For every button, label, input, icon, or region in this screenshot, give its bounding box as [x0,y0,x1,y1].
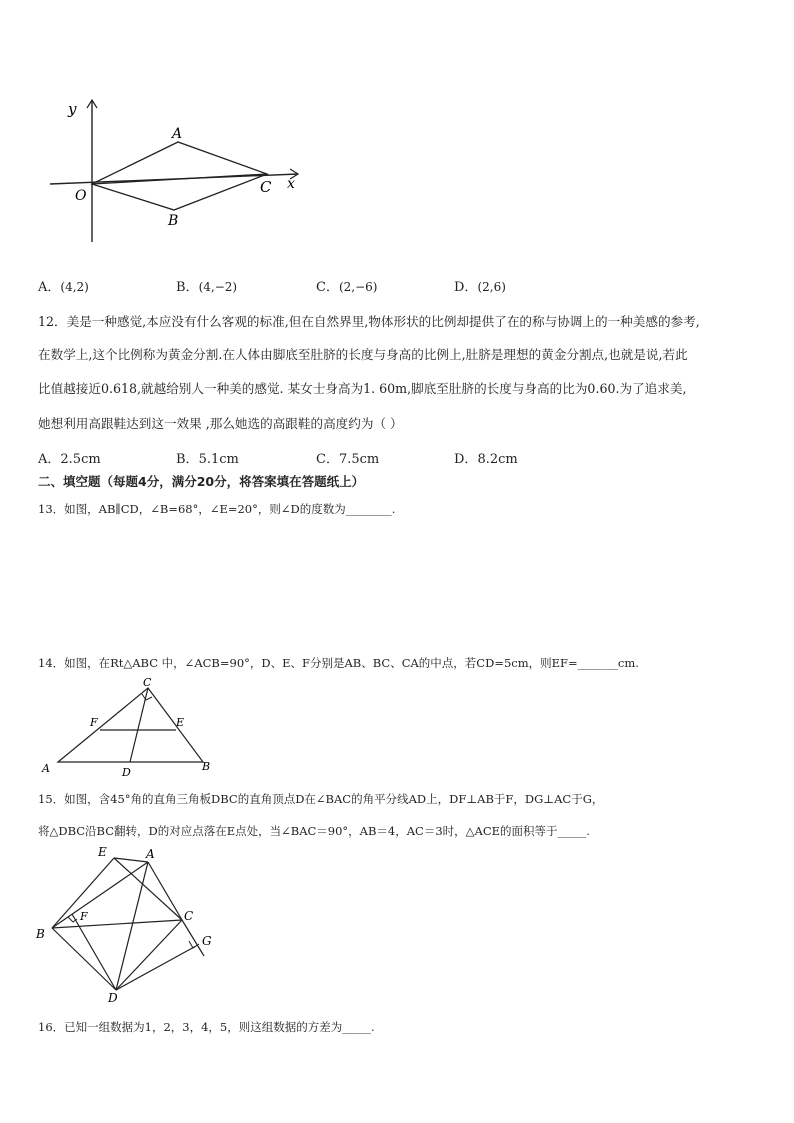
label-A: A [42,762,50,775]
q14-figure [38,678,218,778]
label-C: C [143,678,152,689]
q13-text: 13．如图，AB∥CD，∠B=68°，∠E=20°，则∠D的度数为________. [38,502,396,516]
label-G: G [202,934,212,948]
q15-figure [34,842,224,1007]
label-x: x [287,176,295,192]
label-D: D [108,991,118,1005]
q12-option-d: D．8.2cm [454,452,518,467]
label-O: O [75,188,87,204]
segment-BD [52,928,116,990]
q16-text: 16．已知一组数据为1，2，3，4，5，则这组数据的方差为_____. [38,1020,375,1034]
label-B: B [202,760,211,773]
extension-AG [182,920,204,956]
segment-CD [116,920,182,990]
q11-figure [40,92,310,247]
q15-line-2: 将△DBC沿BC翻转，D的对应点落在E点处，当∠BAC＝90°，AB＝4，AC＝3时，△ACE的面积等于_____. [38,824,590,838]
label-B: B [168,213,179,229]
q14-text: 14．如图，在Rt△ABC 中，∠ACB=90°，D、E、F分别是AB、BC、CA的中点，若CD=5cm，则EF=_______cm. [38,656,639,670]
label-C: C [260,178,272,196]
section-title: 二、填空题（每题4分，满分20分，将答案填在答题纸上） [38,474,365,489]
right-angle-mark-G [189,941,199,948]
label-F: F [90,716,98,729]
q12-option-b: B．5.1cm [176,452,239,467]
label-E: E [98,845,107,859]
label-C: C [184,909,194,923]
q12-line-2: 在数学上,这个比例称为黄金分割.在人体由脚底至肚脐的长度与身高的比例上,肚脐是理想的黄金分割点,也就是说,若此 [38,347,688,362]
label-A: A [146,847,155,861]
segment-AC [148,862,182,920]
q15-line-1: 15．如图，含45°角的直角三角板DBC的直角顶点D在∠BAC的角平分线AD上，DF⊥AB于F，DG⊥AC于G， [38,792,604,806]
diagonal-OC [92,174,267,184]
q11-option-c: C．(2,−6) [316,280,378,295]
q12-option-c: C．7.5cm [316,452,380,467]
segment-DG [116,946,196,990]
label-D: D [122,766,131,778]
label-E: E [176,716,185,729]
segment-EC [114,858,182,920]
q12-line-1: 12．美是一种感觉,本应没有什么客观的标准,但在自然界里,物体形状的比例却提供了在的称与协调上的一种美感的参考, [38,314,700,329]
q11-option-d: D．(2,6) [454,280,506,295]
q11-option-a: A．(4,2) [38,280,89,295]
q12-line-3: 比值越接近0.618,就越给别人一种美的感觉. 某女士身高为1. 60m,脚底至肚脐的长度与身高的比为0.60.为了追求美, [38,381,687,396]
segment-EA [114,858,148,862]
label-y: y [68,100,77,118]
q11-option-b: B．(4,−2) [176,280,238,295]
right-angle-mark [142,694,152,700]
q12-option-a: A．2.5cm [38,452,101,467]
label-F: F [80,910,88,923]
label-B: B [36,927,45,941]
label-A: A [172,126,183,142]
q12-line-4: 她想利用高跟鞋达到这一效果 ,那么她选的高跟鞋的高度约为（ ） [38,416,403,431]
